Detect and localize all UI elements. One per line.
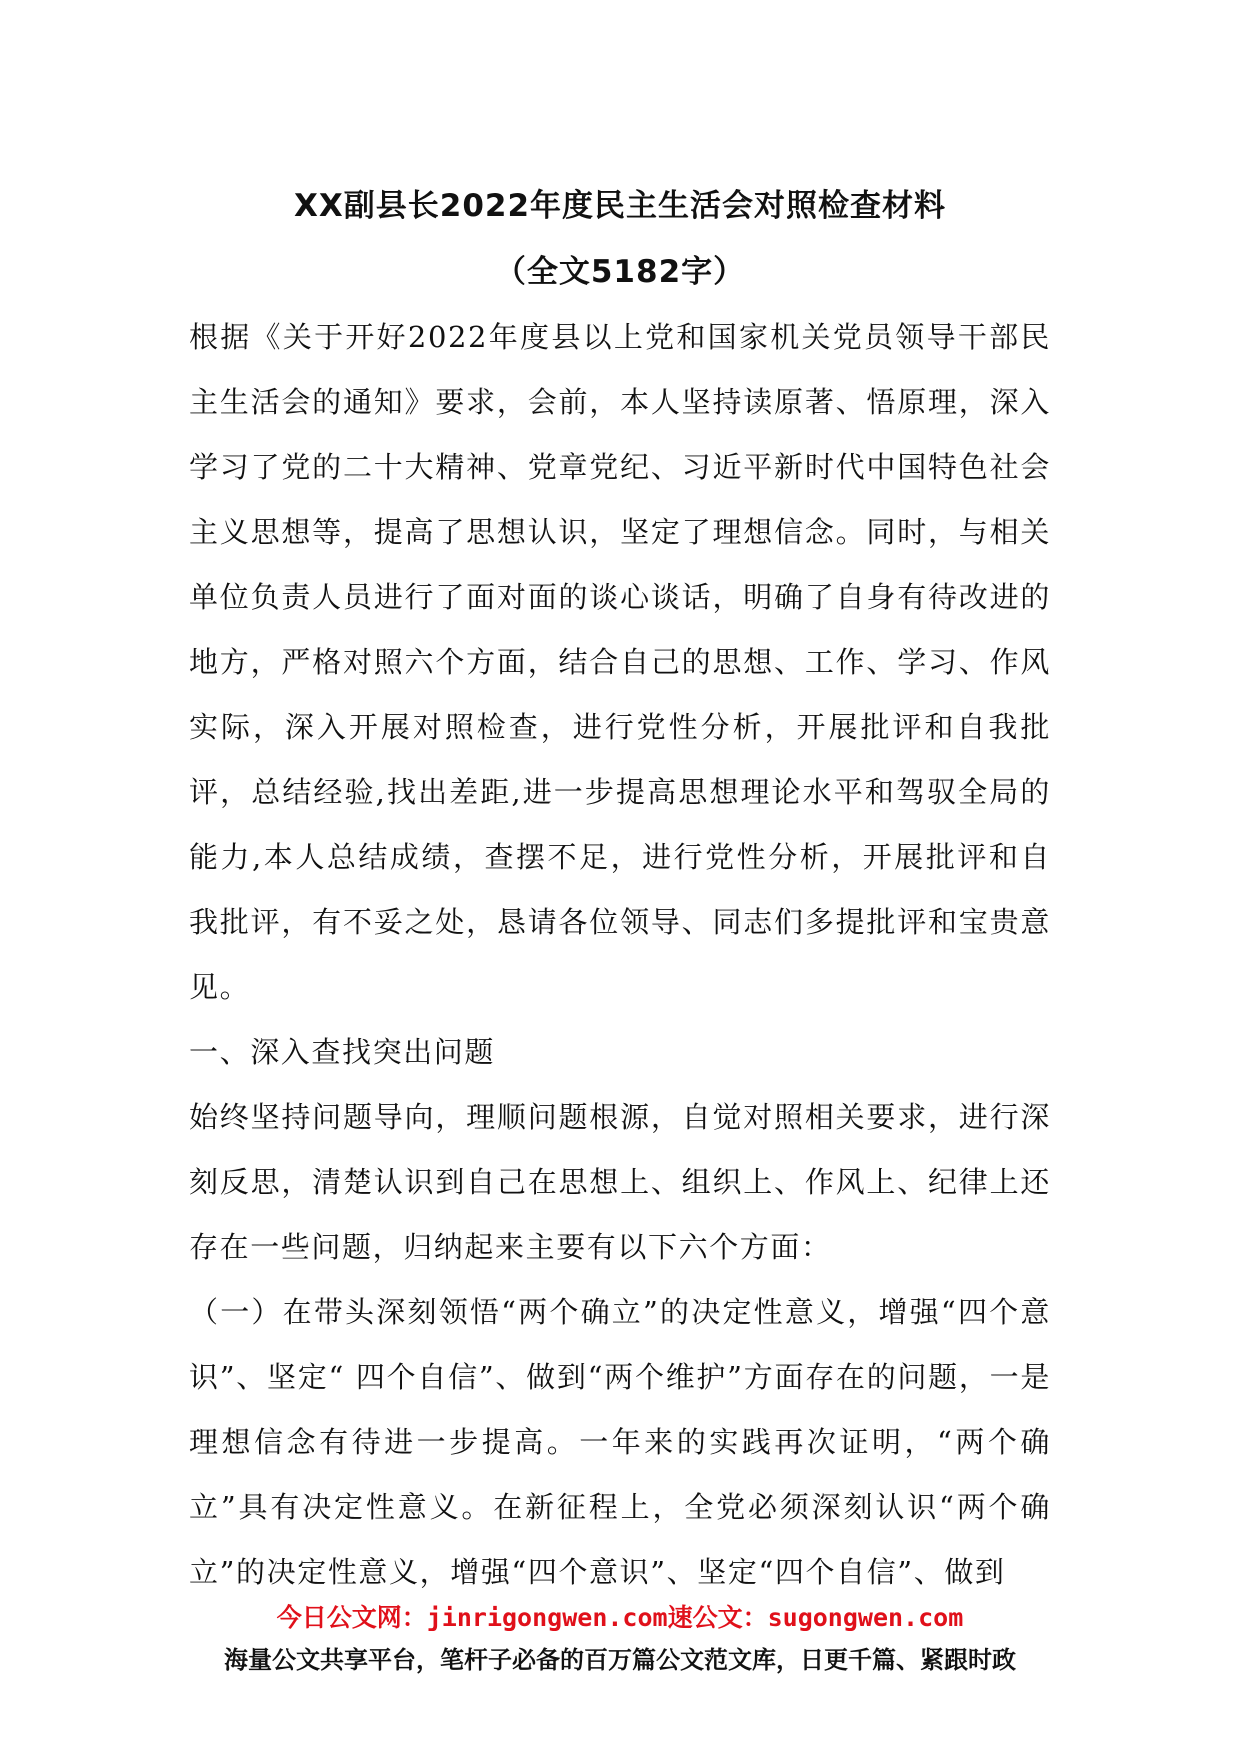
intro-paragraph: 根据《关于开好2022年度县以上党和国家机关党员领导干部民主生活会的通知》要求，会前，本人坚持读原著、悟原理，深入学习了党的二十大精神、党章党纪、习近平新时代中国特色社会主义思想等，提高了思想认识，坚定了理想信念。同时，与相关单位负责人员进行了面对面的谈心谈话，明确了自身有待改进的地方，严格对照六个方面，结合自己的思想、工作、学习、作风实际，深入开展对照检查，进行党性分析，开展批评和自我批评，总结经验,找出差距,进一步提高思想理论水平和驾驭全局的能力,本人总结成绩，查摆不足，进行党性分析，开展批评和自我批评，有不妥之处，恳请各位领导、同志们多提批评和宝贵意见。 xyxy=(189,320,1051,1004)
section-paragraph: 始终坚持问题导向，理顺问题根源，自觉对照相关要求，进行深刻反思，清楚认识到自己在思想上、组织上、作风上、纪律上还存在一些问题，归纳起来主要有以下六个方面： xyxy=(189,1100,1051,1264)
footer-links xyxy=(0,1598,1240,1634)
document-body xyxy=(189,305,1051,1605)
site2-name: 速公文： xyxy=(667,1603,768,1632)
site1-name: 今日公文网： xyxy=(276,1603,427,1632)
section-heading: 一、深入查找突出问题 xyxy=(189,1035,496,1069)
document-subtitle: （全文5182字） xyxy=(494,254,746,290)
document-title: XX副县长2022年度民主生活会对照检查材料 xyxy=(293,188,947,224)
subsection-paragraph: （一）在带头深刻领悟“两个确立”的决定性意义，增强“四个意识”、坚定“ 四个自信”、做到“两个维护”方面存在的问题，一是理想信念有待进一步提高。一年来的实践再次证明，“两个确立”具有决定性意义。在新征程上，全党必须深刻认识“两个确立”的决定性意义，增强“四个意识”、坚定“四个自信”、做到 xyxy=(189,1295,1051,1589)
site1-url[interactable]: jinrigongwen.com xyxy=(426,1603,668,1632)
site2-url[interactable]: sugongwen.com xyxy=(767,1603,964,1632)
footer-slogan: 海量公文共享平台，笔杆子必备的百万篇公文范文库，日更千篇、紧跟时政 xyxy=(224,1646,1016,1674)
